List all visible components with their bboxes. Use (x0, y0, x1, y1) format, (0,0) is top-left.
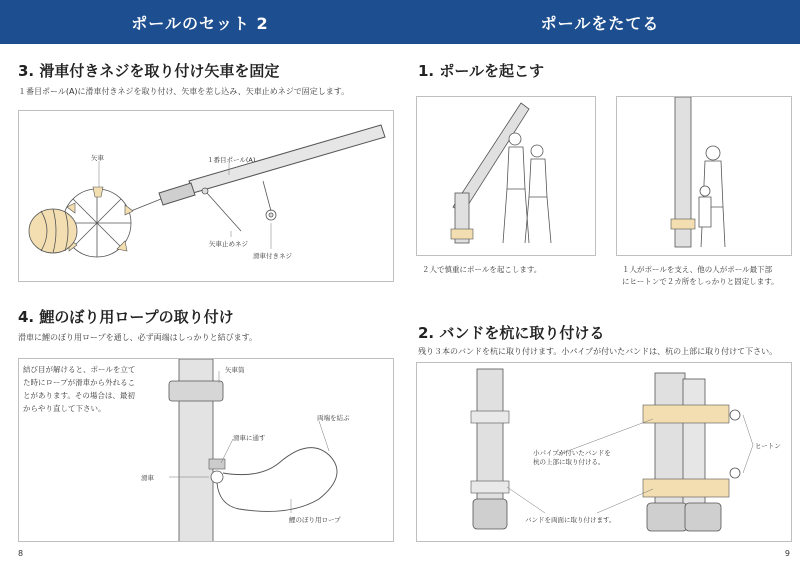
section4-note (23, 363, 135, 415)
label-tie-ends: 両端を結ぶ (317, 414, 350, 422)
section1-caption-right (622, 264, 779, 288)
label-pole-a: １番目ポール(A) (207, 156, 256, 164)
label-heaton: ヒートン (755, 442, 781, 450)
section4-illustration (18, 358, 394, 542)
label-stop-screw: 矢車止めネジ (209, 240, 248, 248)
section4-desc: 滑車に鯉のぼり用ロープを通し、必ず両端はしっかりと結びます。 (18, 333, 257, 342)
label-small-pipe-band (533, 449, 611, 467)
note-line: とがあります。その場合は、最初 (23, 391, 135, 400)
label-band-both: バンドを両面に取り付けます。 (525, 516, 616, 524)
section3-title: 3. 滑車付きネジを取り付け矢車を固定 (18, 62, 280, 80)
section3-illustration (18, 110, 394, 282)
right-header: ポールをたてる (400, 0, 800, 44)
section1-illustration-left (416, 96, 596, 256)
note-line: た時にロープが滑車から外れるこ (23, 378, 136, 387)
label-koi-rope: 鯉のぼり用ロープ (289, 516, 341, 524)
label-yaguruma: 矢車 (91, 154, 104, 162)
page-number-right: 9 (784, 549, 790, 558)
label-pulley-screw: 滑車付きネジ (253, 252, 292, 260)
section1-title: 1. ポールを起こす (418, 62, 545, 80)
label-through-pulley: 滑車に通す (233, 434, 266, 442)
right-page (400, 0, 800, 562)
section1-caption-left: ２人で慎重にポールを起こします。 (422, 265, 542, 274)
section1-illustration-right (616, 96, 792, 256)
label-pulley: 滑車 (141, 474, 154, 482)
pole-assembly-drawing (19, 111, 394, 282)
two-people-raising-pole-drawing (417, 97, 596, 256)
fixing-pole-drawing (617, 97, 792, 256)
section2-title: 2. バンドを杭に取り付ける (418, 324, 605, 342)
caption-line: １人がポールを支え、他の人がポール最下部 (622, 265, 773, 274)
note-line: 結び目が解けると、ポールを立て (23, 365, 136, 374)
left-header: ポールのセット 2 (0, 0, 400, 44)
section2-illustration (416, 362, 792, 542)
section3-desc: １番目ポール(A)に滑車付きネジを取り付け、矢車を差し込み、矢車止めネジで固定します。 (18, 87, 350, 96)
label-line: 杭の上部に取り付ける。 (533, 458, 605, 466)
note-line: からやり直して下さい。 (23, 404, 106, 413)
label-yaguruma-tube: 矢車筒 (225, 366, 245, 374)
section2-desc: 残り３本のバンドを杭に取り付けます。小パイプが付いたバンドは、杭の上部に取り付けて下さい。 (418, 347, 778, 356)
label-line: 小パイプが付いたバンドを (533, 449, 611, 457)
section4-title: 4. 鯉のぼり用ロープの取り付け (18, 308, 234, 326)
caption-line: にヒートンで２カ所をしっかりと固定します。 (622, 277, 779, 286)
page-number-left: 8 (18, 549, 24, 558)
